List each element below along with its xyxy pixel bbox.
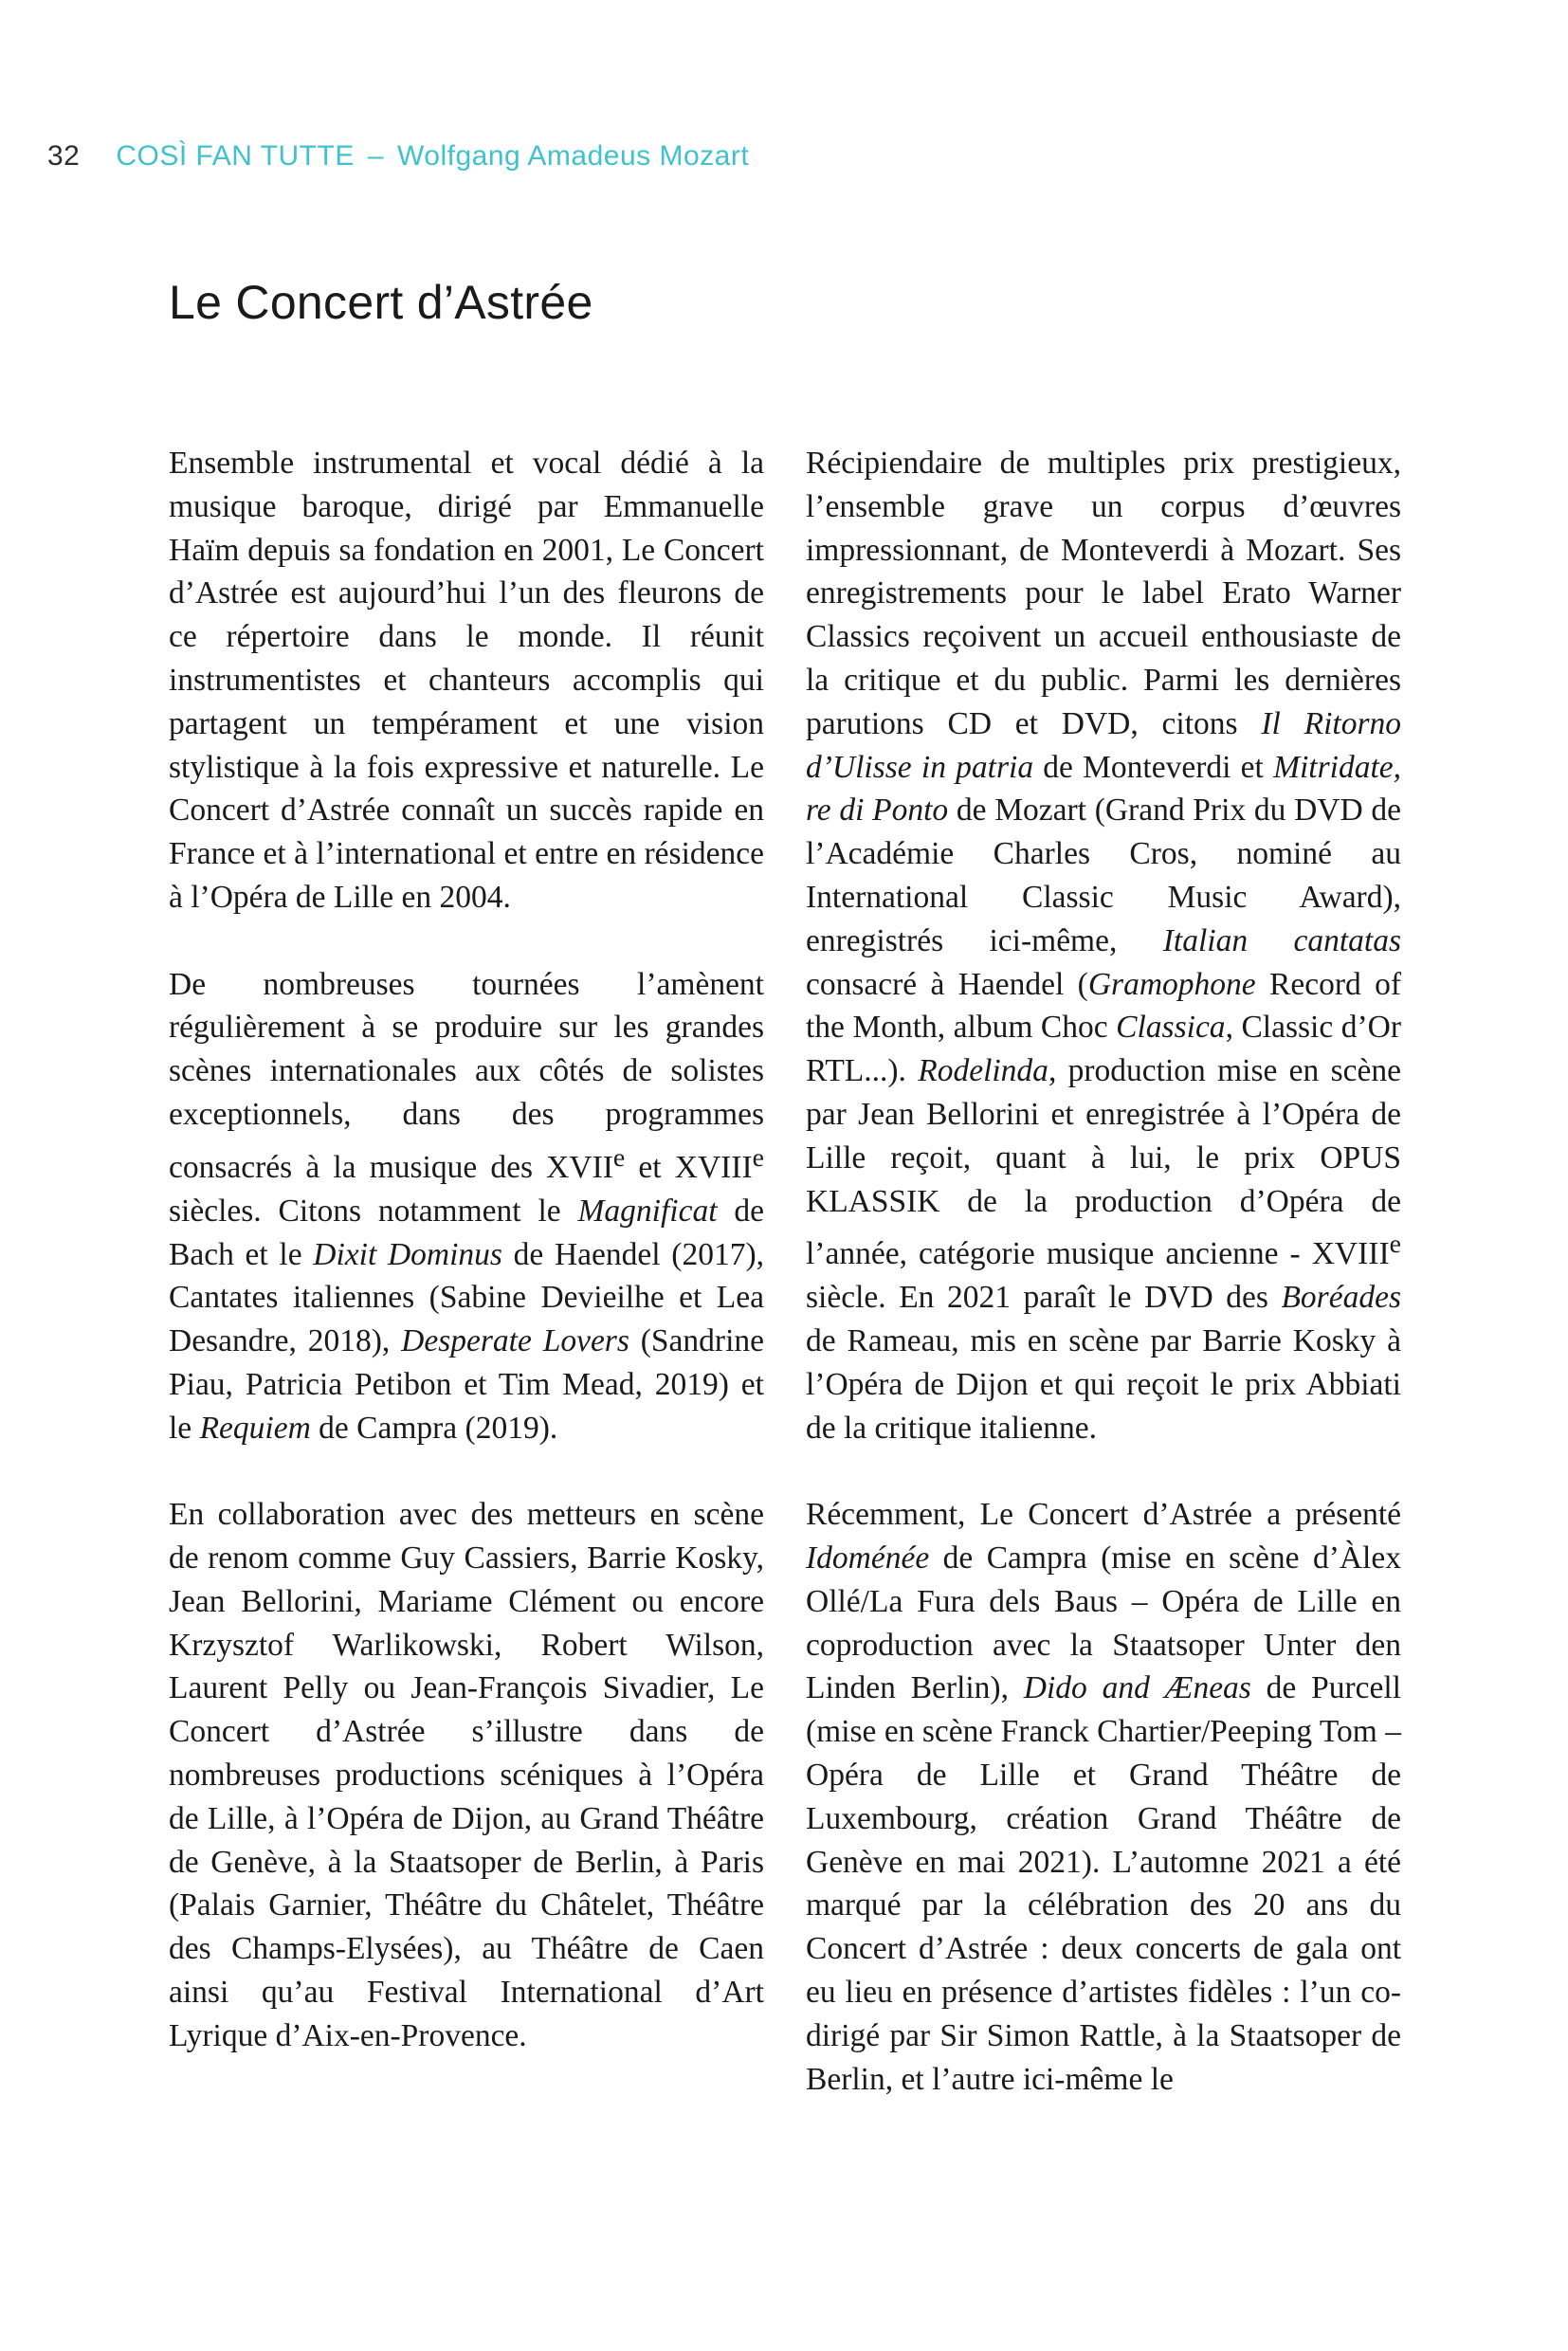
right-paragraph-1: Récipiendaire de multiples prix prestigieux, l’ensemble grave un corpus d’œuvres impressionnant, de Monteverdi à Mozart. Ses enregistrements pour le label Erato Warner Classics reçoivent un accueil enthousiaste de la critique et du public. Parmi les dernières parutions CD et DVD, citons Il Ritorno d’Ulisse in patria de Monteverdi et Mitridate, re di Ponto de Mozart (Grand Prix du DVD de l’Académie Charles Cros, nominé au International Classic Music Award), enregistrés ici-même, Italian cantatas consacré à Haendel (Gramophone Record of the Month, album Choc Classica, Classic d’Or RTL...). Rodelinda, production mise en scène par Jean Bellorini et enregistrée à l’Opéra de Lille reçoit, quant à lui, le prix OPUS KLASSIK de la production d’Opéra de l’année, catégorie musique ancienne - XVIIIe siècle. En 2021 paraît le DVD des Boréades de Rameau, mis en scène par Barrie Kosky à l’Opéra de Dijon et qui reçoit le prix Abbiati de la critique italienne. <box>806 446 1402 1446</box>
header-separator: – <box>367 140 385 172</box>
left-column <box>169 442 764 2101</box>
right-column <box>806 442 1401 2144</box>
left-paragraph-2: De nombreuses tournées l’amènent régulièrement à se produire sur les grandes scènes internationales aux côtés de solistes exceptionnels, dans des programmes consacrés à la musique des XVIIe et XVIIIe siècles. Citons notamment le Magnificat de Bach et le Dixit Dominus de Haendel (2017), Cantates italiennes (Sabine Devieilhe et Lea Desandre, 2018), Desperate Lovers (Sandrine Piau, Patricia Petibon et Tim Mead, 2019) et le Requiem de Campra (2019). <box>169 966 765 1446</box>
right-paragraph-2: Récemment, Le Concert d’Astrée a présenté Idoménée de Campra (mise en scène d’Àlex Ollé/La Fura dels Baus – Opéra de Lille en coproduction avec la Staatsoper Unter den Linden Berlin), Dido and Æneas de Purcell (mise en scène Franck Chartier/Peeping Tom – Opéra de Lille et Grand Théâtre de Luxembourg, création Grand Théâtre de Genève en mai 2021). L’automne 2021 a été marqué par la célébration des 20 ans du Concert d’Astrée : deux concerts de gala ont eu lieu en présence d’artistes fidèles : l’un co-dirigé par Sir Simon Rattle, à la Staatsoper de Berlin, et l’autre ici-même le <box>806 1497 1401 2097</box>
header-title: COSÌ FAN TUTTE <box>116 140 355 172</box>
section-title: Le Concert d’Astrée <box>169 276 593 329</box>
header-composer: Wolfgang Amadeus Mozart <box>397 140 750 172</box>
page-number: 32 <box>47 140 81 172</box>
running-header <box>47 140 749 178</box>
left-paragraph-1: Ensemble instrumental et vocal dédié à la musique baroque, dirigé par Emmanuelle Haïm depuis sa fondation en 2001, Le Concert d’Astrée est aujourd’hui l’un des fleurons de ce répertoire dans le monde. Il réunit instrumentistes et chanteurs accomplis qui partagent un tempérament et une vision stylistique à la fois expressive et naturelle. Le Concert d’Astrée connaît un succès rapide en France et à l’international et entre en résidence à l’Opéra de Lille en 2004. <box>169 446 764 915</box>
left-paragraph-3: En collaboration avec des metteurs en scène de renom comme Guy Cassiers, Barrie Kosky, Jean Bellorini, Mariame Clément ou encore Krzysztof Warlikowski, Robert Wilson, Laurent Pelly ou Jean-François Sivadier, Le Concert d’Astrée s’illustre dans de nombreuses productions scéniques à l’Opéra de Lille, à l’Opéra de Dijon, au Grand Théâtre de Genève, à la Staatsoper de Berlin, à Paris (Palais Garnier, Théâtre du Châtelet, Théâtre des Champs-Elysées), au Théâtre de Caen ainsi qu’au Festival International d’Art Lyrique d’Aix-en-Provence. <box>169 1497 764 2053</box>
